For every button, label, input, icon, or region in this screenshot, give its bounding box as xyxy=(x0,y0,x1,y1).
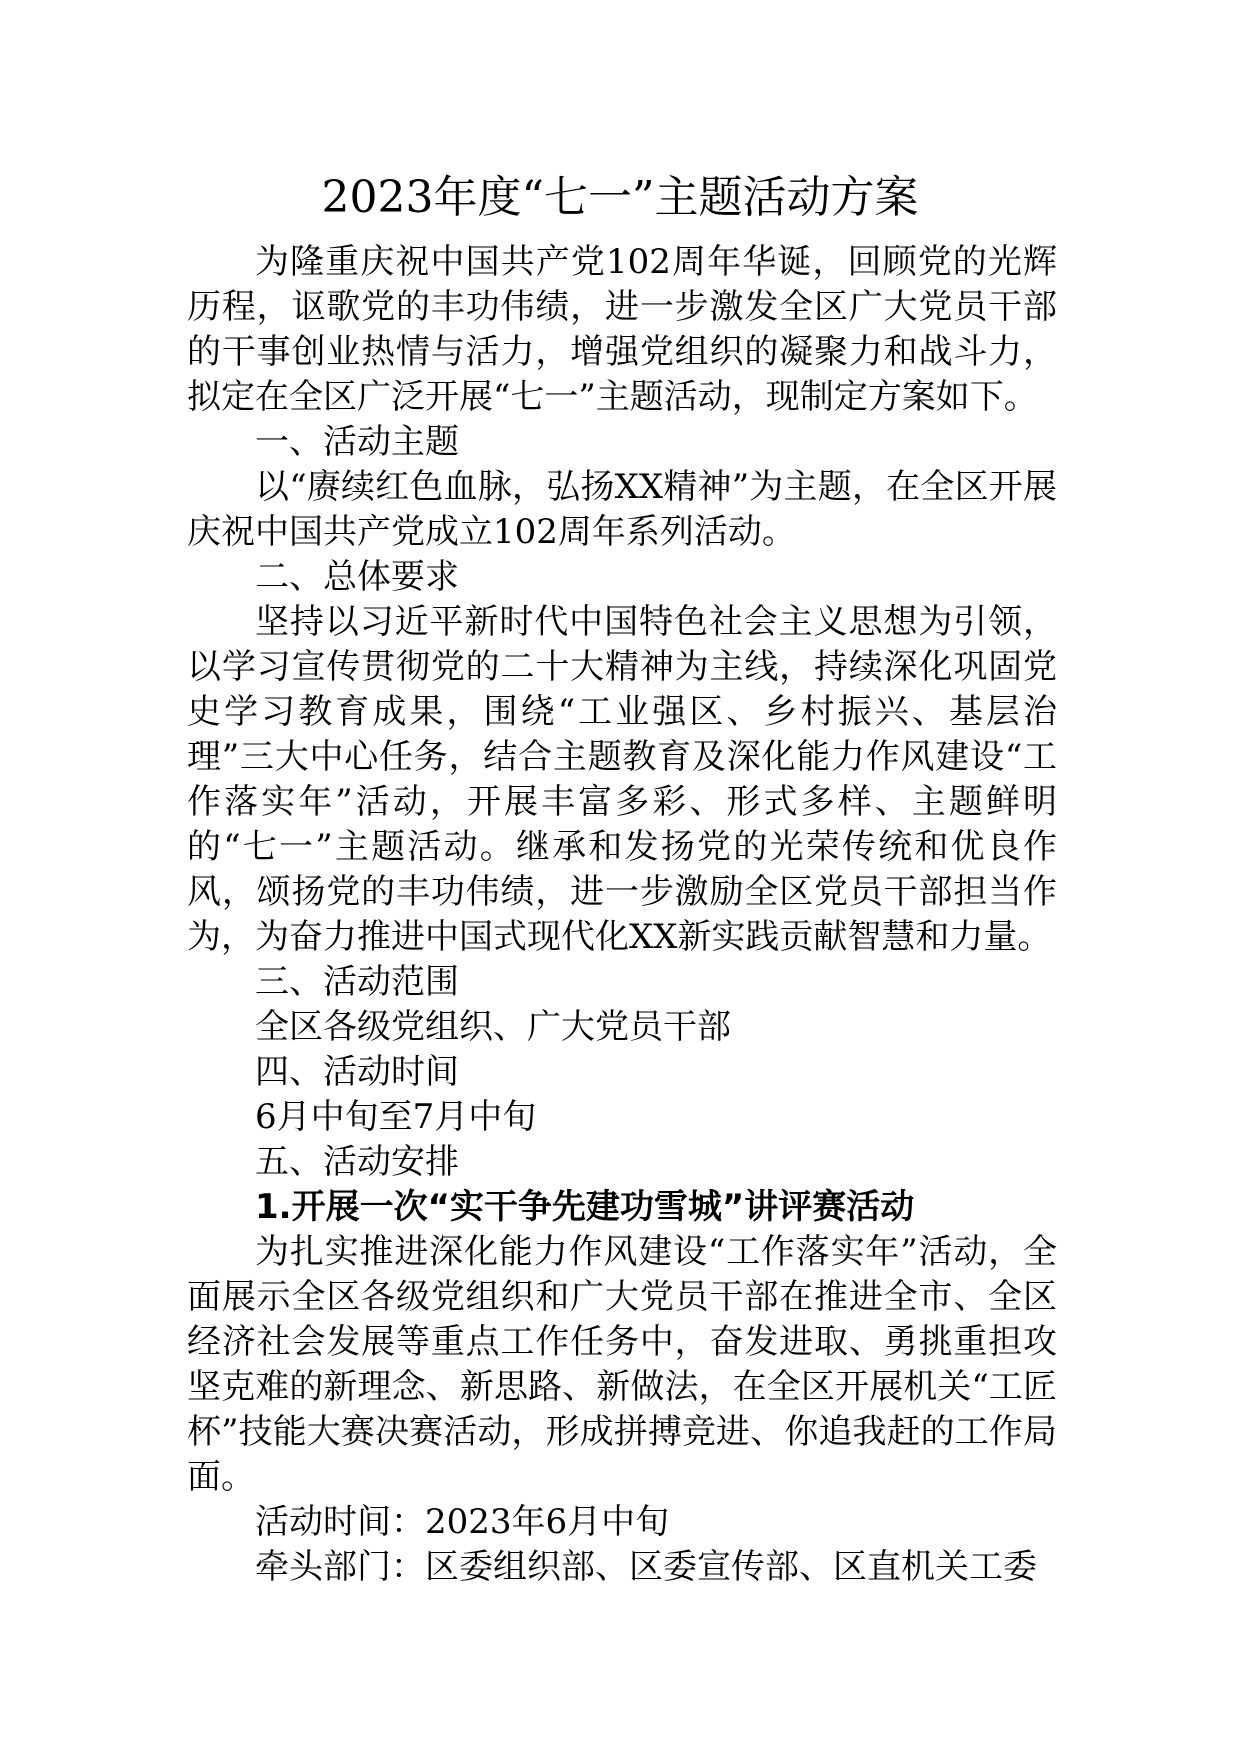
section-heading-scope: 三、活动范围 xyxy=(255,962,459,1002)
page-title: 2023年度“七一”主题活动方案 xyxy=(321,172,919,223)
section-text-requirements: 坚持以习近平新时代中国特色社会主义思想为引领，以学习宣传贯彻党的二十大精神为主线，持续深化巩固党史学习教育成果，围绕“工业强区、乡村振兴、基层治理”三大中心任务，结合主题教育及深化能力作风建设“工作落实年”活动，开展丰富多彩、形式多样、主题鲜明的“七一”主题活动。继承和发扬党的光荣传统和优良作风，颂扬党的丰功伟绩，进一步激励全区党员干部担当作为，为奋力推进中国式现代化XX新实践贡献智慧和力量。 xyxy=(187,602,1057,957)
section-text-scope: 全区各级党组织、广大党员干部 xyxy=(255,1007,731,1047)
section-text-time: 6月中旬至7月中旬 xyxy=(255,1097,537,1137)
section-heading-arrangement: 五、活动安排 xyxy=(255,1142,459,1182)
section-heading-requirements: 二、总体要求 xyxy=(255,557,459,597)
activity-time-1: 活动时间：2023年6月中旬 xyxy=(255,1502,670,1542)
activity-heading-1: 1.开展一次“实干争先建功雪城”讲评赛活动 xyxy=(255,1187,915,1227)
section-heading-theme: 一、活动主题 xyxy=(255,422,459,462)
document-body xyxy=(187,240,1057,1590)
activity-dept-1: 牵头部门：区委组织部、区委宣传部、区直机关工委 xyxy=(255,1547,1037,1587)
section-heading-time: 四、活动时间 xyxy=(255,1052,459,1092)
section-text-theme: 以“赓续红色血脉，弘扬XX精神”为主题，在全区开展庆祝中国共产党成立102周年系列活动。 xyxy=(187,467,1057,552)
activity-text-1: 为扎实推进深化能力作风建设“工作落实年”活动，全面展示全区各级党组织和广大党员干部在推进全市、全区经济社会发展等重点工作任务中，奋发进取、勇挑重担攻坚克难的新理念、新思路、新做法，在全区开展机关“工匠杯”技能大赛决赛活动，形成拼搏竞进、你追我赶的工作局面。 xyxy=(187,1232,1057,1497)
intro-paragraph: 为隆重庆祝中国共产党102周年华诞，回顾党的光辉历程，讴歌党的丰功伟绩，进一步激发全区广大党员干部的干事创业热情与活力，增强党组织的凝聚力和战斗力，拟定在全区广泛开展“七一”主题活动，现制定方案如下。 xyxy=(187,242,1057,417)
